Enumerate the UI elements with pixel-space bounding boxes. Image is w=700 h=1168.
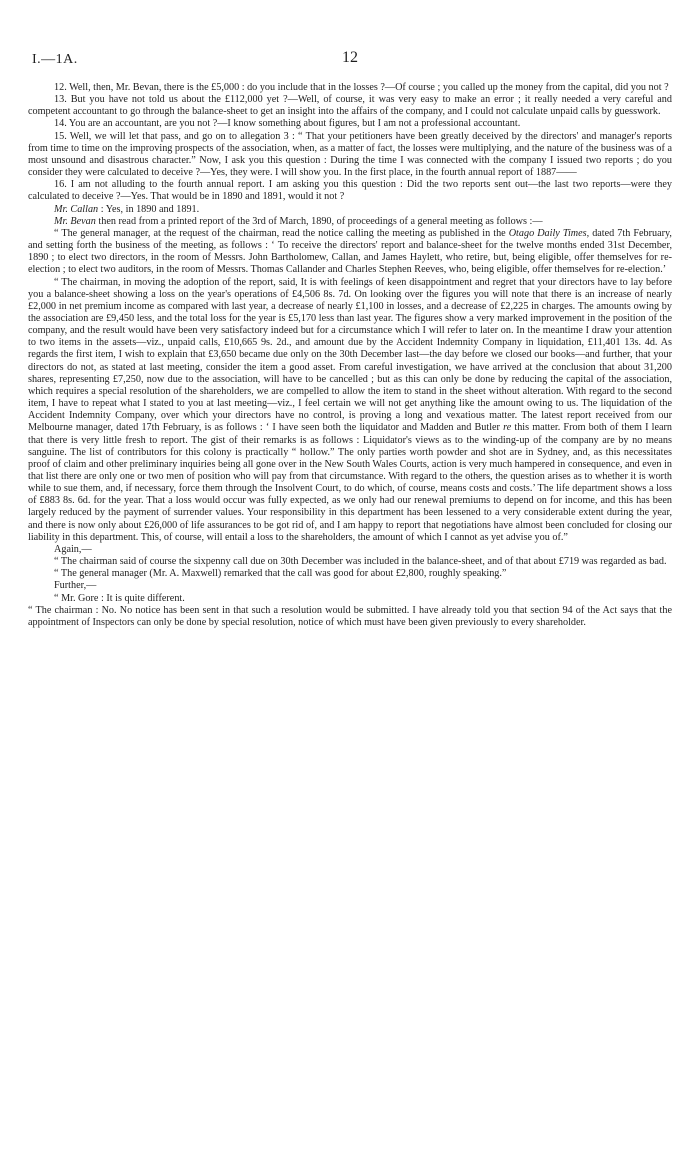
document-body <box>28 82 672 629</box>
paragraph-notice-quote: “ The general manager, at the request of the chairman, read the notice calling the meeting as published in the Otago Daily Times, dated 7th February, and setting forth the business of the meeting, as follows : ‘ To receive the directors' report and balance-sheet for the twelve months ended 31st December, 1890 ; to elect two directors, in the room of Messrs. John Bartholomew, Callan, and James Haylett, who retire, but, being eligible, offer themselves for re-election ; to elect two auditors, in the room of Messrs. Thomas Callander and Charles Stephen Reeves, who, being eligible, offer themselves for re-election.’ <box>28 227 672 276</box>
speaker-name: Mr. Callan <box>54 203 99 215</box>
paragraph-q13: 13. But you have not told us about the £112,000 yet ?—Well, of course, it was very easy to make an error ; it really needed a very careful and competent accountant to go through the balance-sheet to get an insight into the affairs of the company, and I could not calculate unpaid calls by guesswork. <box>28 94 672 118</box>
paragraph-bevan-reads: Mr. Bevan then read from a printed report of the 3rd of March, 1890, of proceedings of a general meeting as follows :— <box>54 215 543 227</box>
paragraph-further: Further,— <box>54 580 97 592</box>
paragraph-chairman-speech: “ The chairman, in moving the adoption of the report, said, It is with feelings of keen disappointment and regret that your directors have to lay before you a balance-sheet showing a loss on the year's operations of £4,506 8s. 7d. On looking over the figures you will note that there is an increase of nearly £2,000 in net premium income as compared with last year, a decrease of nearly £1,100 in losses, and a decrease of £2,225 in charges. The amounts owing by the association are £9,450 less, and the total loss for the year is £5,170 less than last year. The figures show a very marked improvement in the position of the company, and the result would have been very satisfactory indeed but for a circumstance which I will refer to later on. In the meantime I draw your attention to two items in the assets—viz., unpaid calls, £10,665 9s. 2d., and amount due by the Accident Indemnity Company in liquidation, £11,401 13s. 4d. As regards the first item, I wish to explain that £3,650 became due only on the 30th December last—the day before we closed our books—and further, that your directors do not, as stated at last meeting, consider the item a good asset. From careful investigation, we have arrived at the conclusion that about 31,200 shares, representing £7,250, now due to the association, will have to be cancelled ; but as this can only be done by reducing the capital of the association, which requires a special resolution of the shareholders, we are compelled to allow the item to stand in the sheet without alteration. With regard to the second item, I have to repeat what I stated to you at last meeting—viz., I feel certain we will not get anything like the amount owing to us. The liquidation of the Accident Indemnity Company, over which your directors have no control, is proving a long and vexatious matter. The latest report received from our Melbourne manager, dated 17th February, is as follows : ‘ I have seen both the liquidator and Madden and Butler re this matter. From both of them I learn that there is very little fresh to report. The gist of their remarks is as follows : Liquidator's views as to the winding-up of the company are by no means sanguine. The list of contributors for this colony is practically “ hollow.” The only parties worth powder and shot are in Sydney, and, as this necessitates proof of claim and other preliminary inquiries being all gone over in the New South Wales Courts, action is very much hampered in consequence, and even in that list there are only one or two men of position who will pay from that circumstance. With regard to the others, the question arises as to whether it is worth while to sue them, and, if necessary, force them through the Insolvent Court, to do which, of course, means costs and costs.’ The life department shows a loss of £883 8s. 6d. for the year. That a loss would occur was fully expected, as we only had our renewal premiums to depend on for income, and this has been largely reduced by the payment of surrender values. Your responsibility in this department has been lessened to a very considerable extent during the year, and there is now only about £26,000 of life assurances to be got rid of, and I am happy to report that negotiations have almost been concluded for closing our liability in this department. This, of course, will entail a loss to the shareholders, the amount of which I cannot as yet advise you of.” <box>28 276 672 543</box>
paragraph-q12: 12. Well, then, Mr. Bevan, there is the £5,000 : do you include that in the losses ?—Of course ; you called up the money from the capital, did you not ? <box>54 82 669 93</box>
paragraph-sixpenny-call: “ The chairman said of course the sixpenny call due on 30th December was included in the balance-sheet, and of that about £719 was regarded as bad. <box>54 556 667 568</box>
paragraph-general-manager: “ The general manager (Mr. A. Maxwell) remarked that the call was good for about £2,800, roughly speaking.” <box>54 568 507 580</box>
paragraph-again: Again,— <box>54 543 92 555</box>
paragraph-callan-reply: Mr. Callan : Yes, in 1890 and 1891. <box>54 203 200 215</box>
page-number: 12 <box>342 49 358 66</box>
paragraph-q16: 16. I am not alluding to the fourth annual report. I am asking you this question : Did the two reports sent out—the last two reports—were they calculated to deceive ?—Yes. That would be in 1890 and 1891, would it not ? <box>28 179 672 203</box>
newspaper-title: Otago Daily Times, <box>508 227 590 239</box>
paragraph-chairman-no: “ The chairman : No. No notice has been sent in that such a resolution would be submitted. I have already told you that section 94 of the Act says that the appointment of Inspectors can only be done by special resolution, notice of which must have been given previously to every shareholder. <box>28 604 672 628</box>
paragraph-q14: 14. You are an accountant, are you not ?—I know something about figures, but I am not a professional accountant. <box>54 118 521 130</box>
paragraph-q15: 15. Well, we will let that pass, and go on to allegation 3 : “ That your petitioners have been greatly deceived by the directors' and manager's reports from time to time on the improving prospects of the association, when, as a matter of fact, the losses were multiplying, and the nature of the business was of a most unsound and disastrous character.” Now, I ask you this question : During the time I was connected with the company I issued two reports ; do you consider they were calculated to deceive ?—Yes, they were. I will show you. In the first place, in the fourth annual report of 1887—— <box>28 130 672 179</box>
page-header <box>28 50 672 76</box>
speaker-name: Mr. Bevan <box>54 215 96 227</box>
paragraph-mr-gore: “ Mr. Gore : It is quite different. <box>54 592 185 604</box>
italic-term: re <box>503 422 512 434</box>
document-reference: I.—1A. <box>32 52 78 67</box>
